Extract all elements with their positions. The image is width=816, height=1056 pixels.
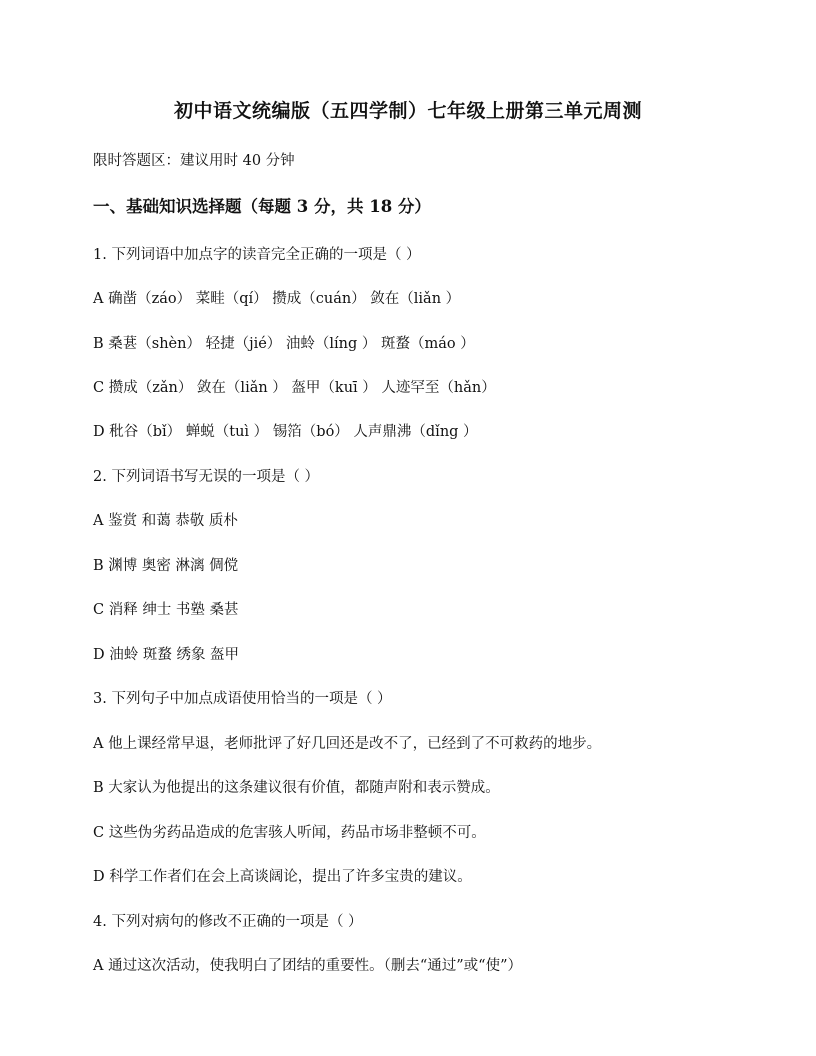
question-1-stem: 1. 下列词语中加点字的读音完全正确的一项是（ ） bbox=[93, 247, 421, 263]
question-2-option-c: C 消释 绅士 书塾 桑甚 bbox=[93, 602, 239, 618]
question-3-option-d: D 科学工作者们在会上高谈阔论，提出了许多宝贵的建议。 bbox=[93, 869, 472, 885]
question-1-option-a: A 确凿（záo） 菜畦（qí） 攒成（cuán） 敛在（liǎn ） bbox=[93, 291, 461, 307]
question-2-option-a: A 鉴赏 和蔼 恭敬 质朴 bbox=[93, 513, 238, 529]
section-heading: 一、基础知识选择题（每题 3 分，共 18 分） bbox=[93, 197, 431, 216]
question-4-stem: 4. 下列对病句的修改不正确的一项是（ ） bbox=[93, 914, 363, 930]
question-2-option-d: D 油蛉 斑蝥 绣象 盔甲 bbox=[93, 647, 240, 663]
question-4-option-a: A 通过这次活动，使我明白了团结的重要性。（删去“通过”或“使”） bbox=[93, 958, 522, 974]
document-title: 初中语文统编版（五四学制）七年级上册第三单元周测 bbox=[173, 100, 642, 122]
question-2-option-b: B 渊博 奥密 淋漓 倜傥 bbox=[93, 558, 239, 574]
question-1-option-b: B 桑葚（shèn） 轻捷（jié） 油蛉（líng ） 斑蝥（máo ） bbox=[93, 336, 475, 352]
question-3-option-a: A 他上课经常早退，老师批评了好几回还是改不了，已经到了不可救药的地步。 bbox=[93, 736, 602, 752]
question-3-option-b: B 大家认为他提出的这条建议很有价值，都随声附和表示赞成。 bbox=[93, 780, 500, 796]
time-note: 限时答题区：建议用时 40 分钟 bbox=[93, 153, 295, 169]
question-3-option-c: C 这些伪劣药品造成的危害骇人听闻，药品市场非整顿不可。 bbox=[93, 825, 486, 841]
question-1-option-c: C 攒成（zǎn） 敛在（liǎn ） 盔甲（kuī ） 人迹罕至（hǎn） bbox=[93, 380, 496, 396]
question-2-stem: 2. 下列词语书写无误的一项是（ ） bbox=[93, 469, 320, 485]
question-1-option-d: D 秕谷（bǐ） 蝉蜕（tuì ） 锡箔（bó） 人声鼎沸（dǐng ） bbox=[93, 424, 478, 440]
question-3-stem: 3. 下列句子中加点成语使用恰当的一项是（ ） bbox=[93, 691, 392, 707]
